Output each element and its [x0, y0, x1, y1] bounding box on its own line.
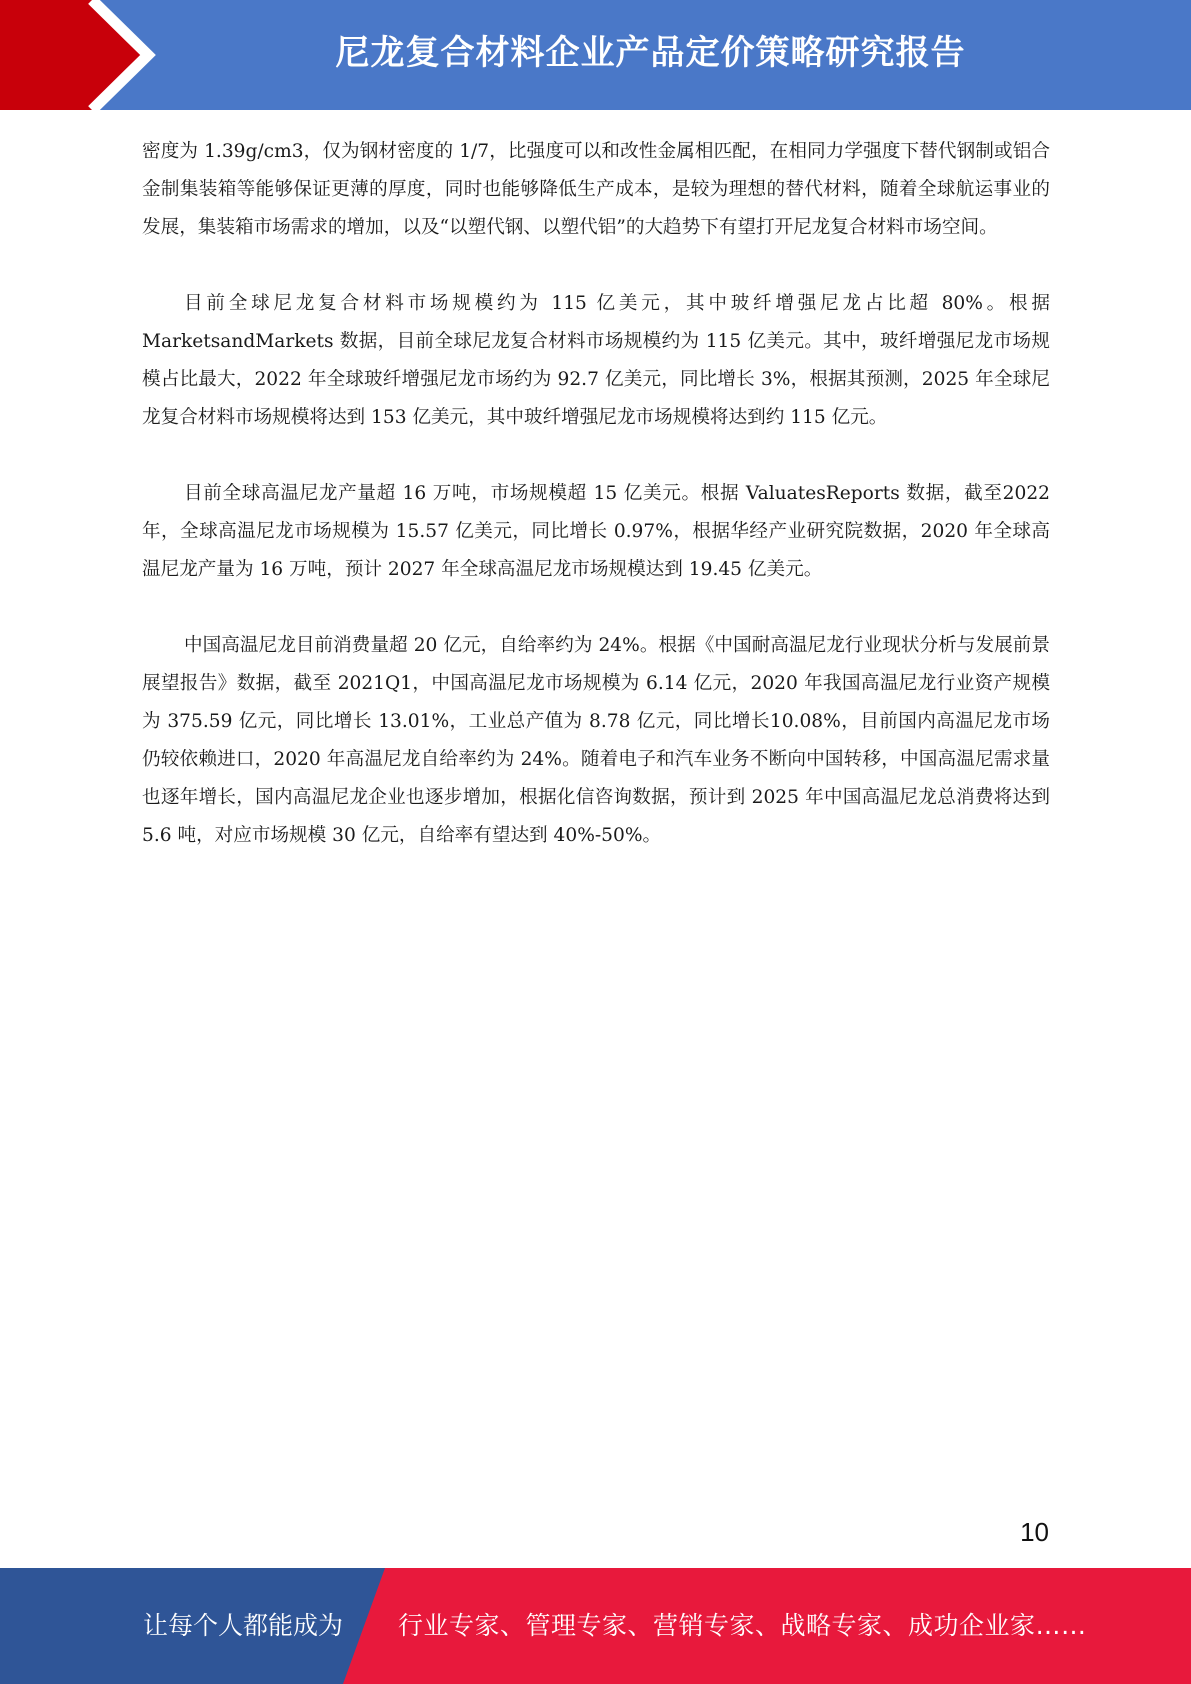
paragraph-4: 中国高温尼龙目前消费量超 20 亿元，自给率约为 24%。根据《中国耐高温尼龙行业现状分析与发展前景展望报告》数据，截至 2021Q1，中国高温尼龙市场规模为 6.14 亿元，2020 年我国高温尼龙行业资产规模为 375.59 亿元，同比增长 13.01%，工业总产值为 8.78 亿元，同比增长10.08%，目前国内高温尼龙市场仍较依赖进口，2020 年高温尼龙自给率约为 24%。随着电子和汽车业务不断向中国转移，中国高温尼需求量也逐年增长，国内高温尼龙企业也逐步增加，根据化信咨询数据，预计到 2025 年中国高温尼龙总消费将达到 5.6 吨，对应市场规模 30 亿元，自给率有望达到 40%-50%。 [142, 635, 1050, 846]
footer-slogan-left: 让每个人都能成为 [143, 1611, 344, 1640]
page-number: 10 [1020, 1517, 1049, 1547]
paragraph-1: 密度为 1.39g/cm3，仅为钢材密度的 1/7，比强度可以和改性金属相匹配，在相同力学强度下替代钢制或铝合金制集装箱等能够保证更薄的厚度，同时也能够降低生产成本，是较为理想的替代材料，随着全球航运事业的发展，集装箱市场需求的增加，以及“以塑代钢、以塑代铝”的大趋势下有望打开尼龙复合材料市场空间。 [142, 141, 1050, 238]
paragraph-3: 目前全球高温尼龙产量超 16 万吨，市场规模超 15 亿美元。根据 ValuatesReports 数据，截至2022 年，全球高温尼龙市场规模为 15.57 亿美元，同比增长 0.97%，根据华经产业研究院数据，2020 年全球高温尼龙产量为 16 万吨，预计 2027 年全球高温尼龙市场规模达到 19.45 亿美元。 [142, 483, 1050, 580]
footer-slogan-right: 行业专家、管理专家、营销专家、战略专家、成功企业家…… [398, 1611, 1087, 1640]
paragraph-2: 目前全球尼龙复合材料市场规模约为 115 亿美元，其中玻纤增强尼龙占比超 80%。根据MarketsandMarkets 数据，目前全球尼龙复合材料市场规模约为 115 亿美元。其中，玻纤增强尼龙市场规模占比最大，2022 年全球玻纤增强尼龙市场约为 92.7 亿美元，同比增长 3%，根据其预测，2025 年全球尼龙复合材料市场规模将达到 153 亿美元，其中玻纤增强尼龙市场规模将达到约 115 亿元。 [142, 293, 1050, 428]
page-header [0, 0, 1191, 110]
report-title: 尼龙复合材料企业产品定价策略研究报告 [335, 33, 966, 73]
body-content [142, 133, 1050, 893]
page-footer [0, 1568, 1191, 1684]
